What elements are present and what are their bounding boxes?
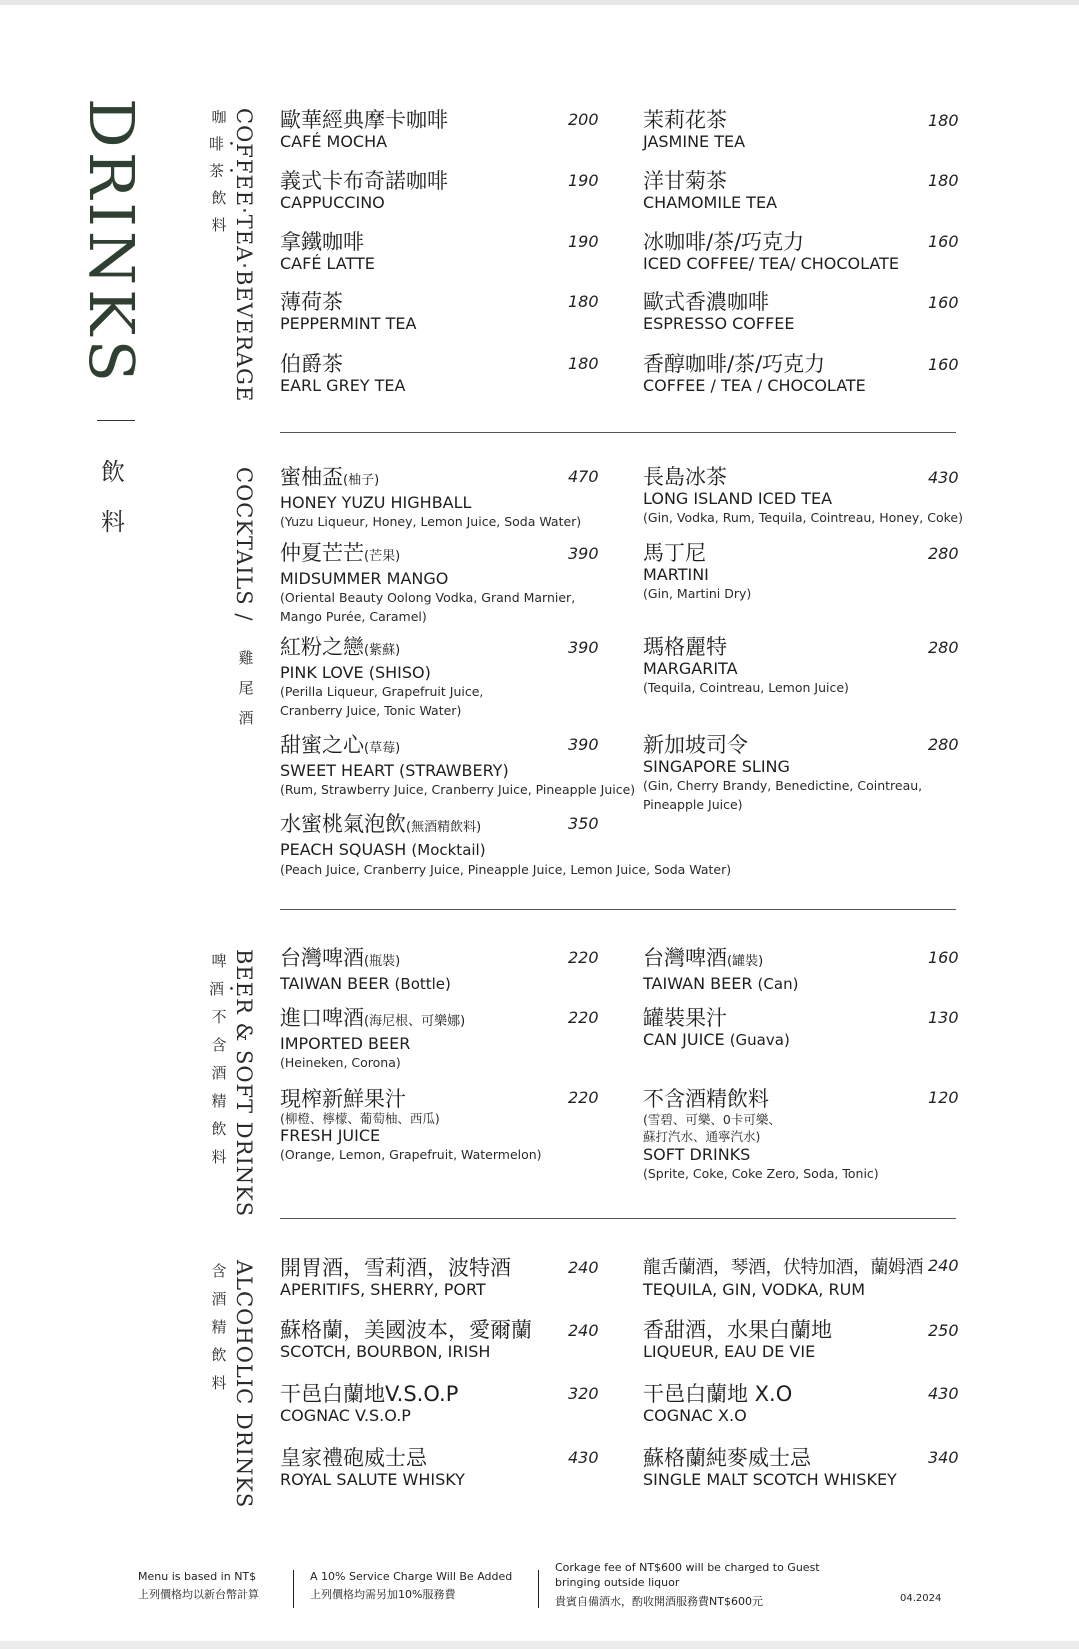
menu-item: [643, 946, 798, 994]
item-price: 180: [928, 171, 959, 190]
item-name-chinese: 仲夏芒芒: [280, 541, 364, 565]
item-name-english: PEPPERMINT TEA: [280, 314, 417, 333]
item-name-chinese: 開胃酒，雪莉酒，波特酒: [280, 1256, 511, 1280]
footer-corkage-english: bringing outside liquor: [555, 1576, 680, 1589]
item-ingredients: (Heineken, Corona): [280, 1055, 401, 1070]
menu-item: [280, 230, 375, 273]
item-name-english: ICED COFFEE/ TEA/ CHOCOLATE: [643, 254, 900, 273]
menu-item: [643, 1382, 792, 1425]
top-border: [0, 0, 1079, 5]
item-name-chinese: 不含酒精飲料: [643, 1087, 769, 1111]
menu-item: [643, 352, 866, 395]
item-price: 190: [568, 171, 599, 190]
item-name-english: PINK LOVE (SHISO): [280, 663, 431, 682]
item-name-english: IMPORTED BEER: [280, 1034, 411, 1053]
title-divider: [97, 420, 135, 421]
item-ingredients: (Yuzu Liqueur, Honey, Lemon Juice, Soda Water): [280, 514, 582, 529]
item-name-chinese: 蜜柚盃: [280, 465, 343, 489]
item-name-english: CAFÉ LATTE: [280, 254, 375, 273]
item-name-chinese: 香甜酒，水果白蘭地: [643, 1318, 832, 1342]
item-name-english: CAN JUICE: [643, 1030, 725, 1049]
item-ingredients: (Tequila, Cointreau, Lemon Juice): [643, 680, 849, 695]
item-name-english: APERITIFS, SHERRY, PORT: [280, 1280, 486, 1299]
item-name-english: COFFEE / TEA / CHOCOLATE: [643, 376, 866, 395]
item-price: 190: [568, 232, 599, 251]
section-label-beer: BEER & SOFT DRINKS: [232, 949, 256, 1218]
item-name-chinese: 長島冰茶: [643, 465, 727, 489]
item-name-english: CHAMOMILE TEA: [643, 193, 778, 212]
item-ingredients: (Rum, Strawberry Juice, Cranberry Juice, Pineapple Juice): [280, 782, 636, 797]
menu-item: [643, 230, 899, 273]
menu-item: [280, 812, 731, 879]
menu-item: [280, 541, 575, 626]
menu-item: [643, 169, 777, 212]
item-price: 390: [568, 735, 599, 754]
menu-item: [643, 635, 849, 697]
section-divider: [280, 432, 956, 433]
item-price: 390: [568, 638, 599, 657]
menu-item: [643, 541, 751, 603]
bottom-border: [0, 1641, 1079, 1649]
item-note-chinese: (雪碧、可樂、0卡可樂、: [643, 1112, 781, 1127]
item-name-chinese: 罐裝果汁: [643, 1006, 727, 1030]
item-name-chinese: 洋甘菊茶: [643, 169, 727, 193]
item-name-english: SINGLE MALT SCOTCH WHISKEY: [643, 1470, 897, 1489]
item-price: 390: [568, 544, 599, 563]
menu-item: [280, 1446, 465, 1489]
footer-service-english: A 10% Service Charge Will Be Added: [310, 1570, 513, 1583]
item-price: 430: [568, 1448, 599, 1467]
item-ingredients: Cranberry Juice, Tonic Water): [280, 703, 462, 718]
item-name-english: SOFT DRINKS: [643, 1145, 751, 1164]
item-note-chinese: 蘇打汽水、通寧汽水): [643, 1129, 761, 1144]
item-note-english: (Bottle): [394, 975, 451, 993]
item-name-english: HONEY YUZU HIGHBALL: [280, 493, 472, 512]
item-price: 160: [928, 232, 959, 251]
item-name-chinese: 龍舌蘭酒，琴酒，伏特加酒，蘭姆酒: [643, 1257, 923, 1278]
menu-item: [643, 290, 795, 333]
item-price: 180: [568, 354, 599, 373]
item-name-chinese: 歐華經典摩卡咖啡: [280, 108, 448, 132]
item-name-english: CAPPUCCINO: [280, 193, 385, 212]
item-name-chinese: 進口啤酒: [280, 1006, 364, 1030]
item-price: 180: [928, 111, 959, 130]
footer-divider: [538, 1570, 539, 1608]
footer-corkage-chinese: 貴賓自備酒水，酌收開酒服務費NT$600元: [555, 1595, 763, 1608]
item-ingredients: Pineapple Juice): [643, 797, 743, 812]
menu-item: [643, 465, 963, 527]
item-price: 120: [928, 1088, 959, 1107]
section-label-alcohol: ALCOHOLIC DRINKS: [232, 1260, 256, 1509]
item-note-chinese: (瓶裝): [364, 954, 401, 969]
footer-service-chinese: 上列價格均需另加10%服務費: [310, 1588, 456, 1601]
item-name-chinese: 薄荷茶: [280, 290, 343, 314]
item-name-chinese: 冰咖啡/茶/巧克力: [643, 230, 805, 254]
item-price: 340: [928, 1448, 959, 1467]
item-note-chinese: (芒果): [364, 549, 401, 564]
menu-item: [280, 290, 416, 333]
item-ingredients: (Orange, Lemon, Grapefruit, Watermelon): [280, 1147, 542, 1162]
item-name-english: ESPRESSO COFFEE: [643, 314, 795, 333]
section-label-cocktails-chinese: 雞尾酒: [238, 649, 254, 727]
item-name-chinese: 水蜜桃氣泡飲: [280, 812, 406, 836]
item-price: 160: [928, 948, 959, 967]
menu-item: [280, 1318, 532, 1361]
section-label-beer-chinese: 啤酒・不含酒精飲料: [209, 952, 240, 1166]
item-ingredients: (Gin, Vodka, Rum, Tequila, Cointreau, Honey, Coke): [643, 510, 963, 525]
footer-corkage-note: [555, 1560, 820, 1609]
menu-item: [643, 1318, 832, 1361]
item-price: 280: [928, 544, 959, 563]
menu-item: [643, 1087, 879, 1183]
menu-item: [280, 1087, 542, 1164]
item-name-chinese: 台灣啤酒: [280, 946, 364, 970]
menu-item: [280, 169, 448, 212]
item-note-english: (Mocktail): [411, 841, 486, 859]
item-note-chinese: (柚子): [343, 473, 380, 488]
footer-currency-chinese: 上列價格均以新台幣計算: [138, 1588, 259, 1601]
item-note-chinese: (紫蘇): [364, 643, 401, 658]
item-name-english: ROYAL SALUTE WHISKY: [280, 1470, 465, 1489]
footer-divider: [293, 1570, 294, 1608]
menu-item: [643, 1006, 790, 1050]
item-price: 430: [928, 1384, 959, 1403]
menu-item: [280, 635, 483, 720]
item-name-chinese: 皇家禮砲威士忌: [280, 1446, 427, 1470]
item-name-chinese: 義式卡布奇諾咖啡: [280, 169, 448, 193]
footer-currency-note: [138, 1568, 259, 1604]
item-price: 240: [568, 1258, 599, 1277]
item-name-english: TAIWAN BEER: [643, 974, 753, 993]
item-note-chinese: (柳橙、檸檬、葡萄柚、西瓜): [280, 1111, 440, 1126]
item-note-english: (Guava): [729, 1031, 790, 1049]
item-name-chinese: 瑪格麗特: [643, 635, 727, 659]
item-name-english: SWEET HEART (STRAWBERY): [280, 761, 509, 780]
item-note-chinese: (海尼根、可樂娜): [364, 1014, 466, 1029]
item-name-chinese: 香醇咖啡/茶/巧克力: [643, 352, 826, 376]
menu-item: [280, 1256, 511, 1299]
item-price: 430: [928, 468, 959, 487]
item-name-english: TEQUILA, GIN, VODKA, RUM: [643, 1280, 866, 1299]
item-name-english: TAIWAN BEER: [280, 974, 390, 993]
page-title: DRINKS: [75, 98, 148, 386]
item-ingredients: (Perilla Liqueur, Grapefruit Juice,: [280, 684, 484, 699]
item-note-chinese: (無酒精飲料): [406, 820, 482, 835]
menu-item: [643, 108, 745, 151]
item-name-english: MARGARITA: [643, 659, 738, 678]
item-name-english: JASMINE TEA: [643, 132, 746, 151]
footer-currency-english: Menu is based in NT$: [138, 1570, 257, 1583]
item-price: 280: [928, 638, 959, 657]
menu-item: [280, 1382, 458, 1425]
item-name-chinese: 拿鐵咖啡: [280, 230, 364, 254]
item-note-chinese: (罐裝): [727, 954, 764, 969]
item-name-chinese: 干邑白蘭地V.S.O.P: [280, 1382, 459, 1406]
item-name-english: EARL GREY TEA: [280, 376, 406, 395]
item-price: 160: [928, 293, 959, 312]
item-price: 130: [928, 1008, 959, 1027]
item-name-english: MARTINI: [643, 565, 709, 584]
item-name-english: FRESH JUICE: [280, 1126, 381, 1145]
item-price: 320: [568, 1384, 599, 1403]
item-ingredients: (Gin, Cherry Brandy, Benedictine, Cointreau,: [643, 778, 923, 793]
item-price: 240: [928, 1256, 959, 1275]
menu-item: [280, 946, 451, 994]
item-name-english: SINGAPORE SLING: [643, 757, 790, 776]
footer-date: 04.2024: [900, 1593, 942, 1604]
item-price: 280: [928, 735, 959, 754]
item-price: 200: [568, 110, 599, 129]
item-price: 240: [568, 1321, 599, 1340]
menu-item: [280, 352, 405, 395]
page-title-chinese: 飲料: [101, 458, 125, 536]
item-name-chinese: 新加坡司令: [643, 733, 748, 757]
item-name-english: PEACH SQUASH: [280, 840, 407, 859]
section-label-coffee-chinese: 咖啡・茶・飲料: [209, 108, 240, 234]
item-name-chinese: 茉莉花茶: [643, 108, 727, 132]
item-price: 180: [568, 292, 599, 311]
footer-corkage-english: Corkage fee of NT$600 will be charged to Guest: [555, 1561, 820, 1574]
menu-item: [643, 1256, 923, 1299]
item-price: 220: [568, 1008, 599, 1027]
item-name-chinese: 馬丁尼: [643, 541, 706, 565]
menu-item: [280, 108, 448, 151]
item-name-chinese: 台灣啤酒: [643, 946, 727, 970]
item-price: 470: [568, 467, 599, 486]
item-name-english: LIQUEUR, EAU DE VIE: [643, 1342, 816, 1361]
item-price: 250: [928, 1321, 959, 1340]
item-ingredients: Mango Purée, Caramel): [280, 609, 427, 624]
section-divider: [280, 909, 956, 910]
item-name-english: MIDSUMMER MANGO: [280, 569, 449, 588]
section-divider: [280, 1218, 956, 1219]
item-name-english: LONG ISLAND ICED TEA: [643, 489, 833, 508]
item-name-chinese: 歐式香濃咖啡: [643, 290, 769, 314]
section-label-coffee: COFFEE‧TEA‧BEVERAGE: [232, 108, 256, 403]
menu-item: [643, 733, 922, 814]
item-name-chinese: 蘇格蘭，美國波本，愛爾蘭: [280, 1318, 532, 1342]
item-ingredients: (Peach Juice, Cranberry Juice, Pineapple Juice, Lemon Juice, Soda Water): [280, 862, 732, 877]
item-name-english: COGNAC X.O: [643, 1406, 747, 1425]
item-price: 160: [928, 355, 959, 374]
item-price: 220: [568, 1088, 599, 1107]
section-label-cocktails: COCKTAILS /: [232, 467, 256, 622]
menu-item: [280, 1006, 465, 1072]
item-name-chinese: 蘇格蘭純麥威士忌: [643, 1446, 811, 1470]
item-ingredients: (Gin, Martini Dry): [643, 586, 752, 601]
item-name-chinese: 紅粉之戀: [280, 635, 364, 659]
menu-item: [280, 465, 581, 531]
item-name-chinese: 干邑白蘭地 X.O: [643, 1382, 793, 1406]
menu-item: [643, 1446, 897, 1489]
item-name-chinese: 伯爵茶: [280, 352, 343, 376]
item-price: 220: [568, 948, 599, 967]
section-label-alcohol-chinese: 含酒精飲料: [211, 1262, 227, 1392]
item-name-chinese: 甜蜜之心: [280, 733, 364, 757]
item-name-english: CAFÉ MOCHA: [280, 132, 388, 151]
item-name-english: SCOTCH, BOURBON, IRISH: [280, 1342, 491, 1361]
item-ingredients: (Oriental Beauty Oolong Vodka, Grand Marnier,: [280, 590, 576, 605]
item-name-english: COGNAC V.S.O.P: [280, 1406, 411, 1425]
item-note-chinese: (草莓): [364, 741, 401, 756]
item-name-chinese: 現榨新鮮果汁: [280, 1087, 406, 1111]
item-price: 350: [568, 814, 599, 833]
item-note-english: (Can): [757, 975, 799, 993]
item-ingredients: (Sprite, Coke, Coke Zero, Soda, Tonic): [643, 1166, 879, 1181]
footer-service-note: [310, 1568, 512, 1604]
